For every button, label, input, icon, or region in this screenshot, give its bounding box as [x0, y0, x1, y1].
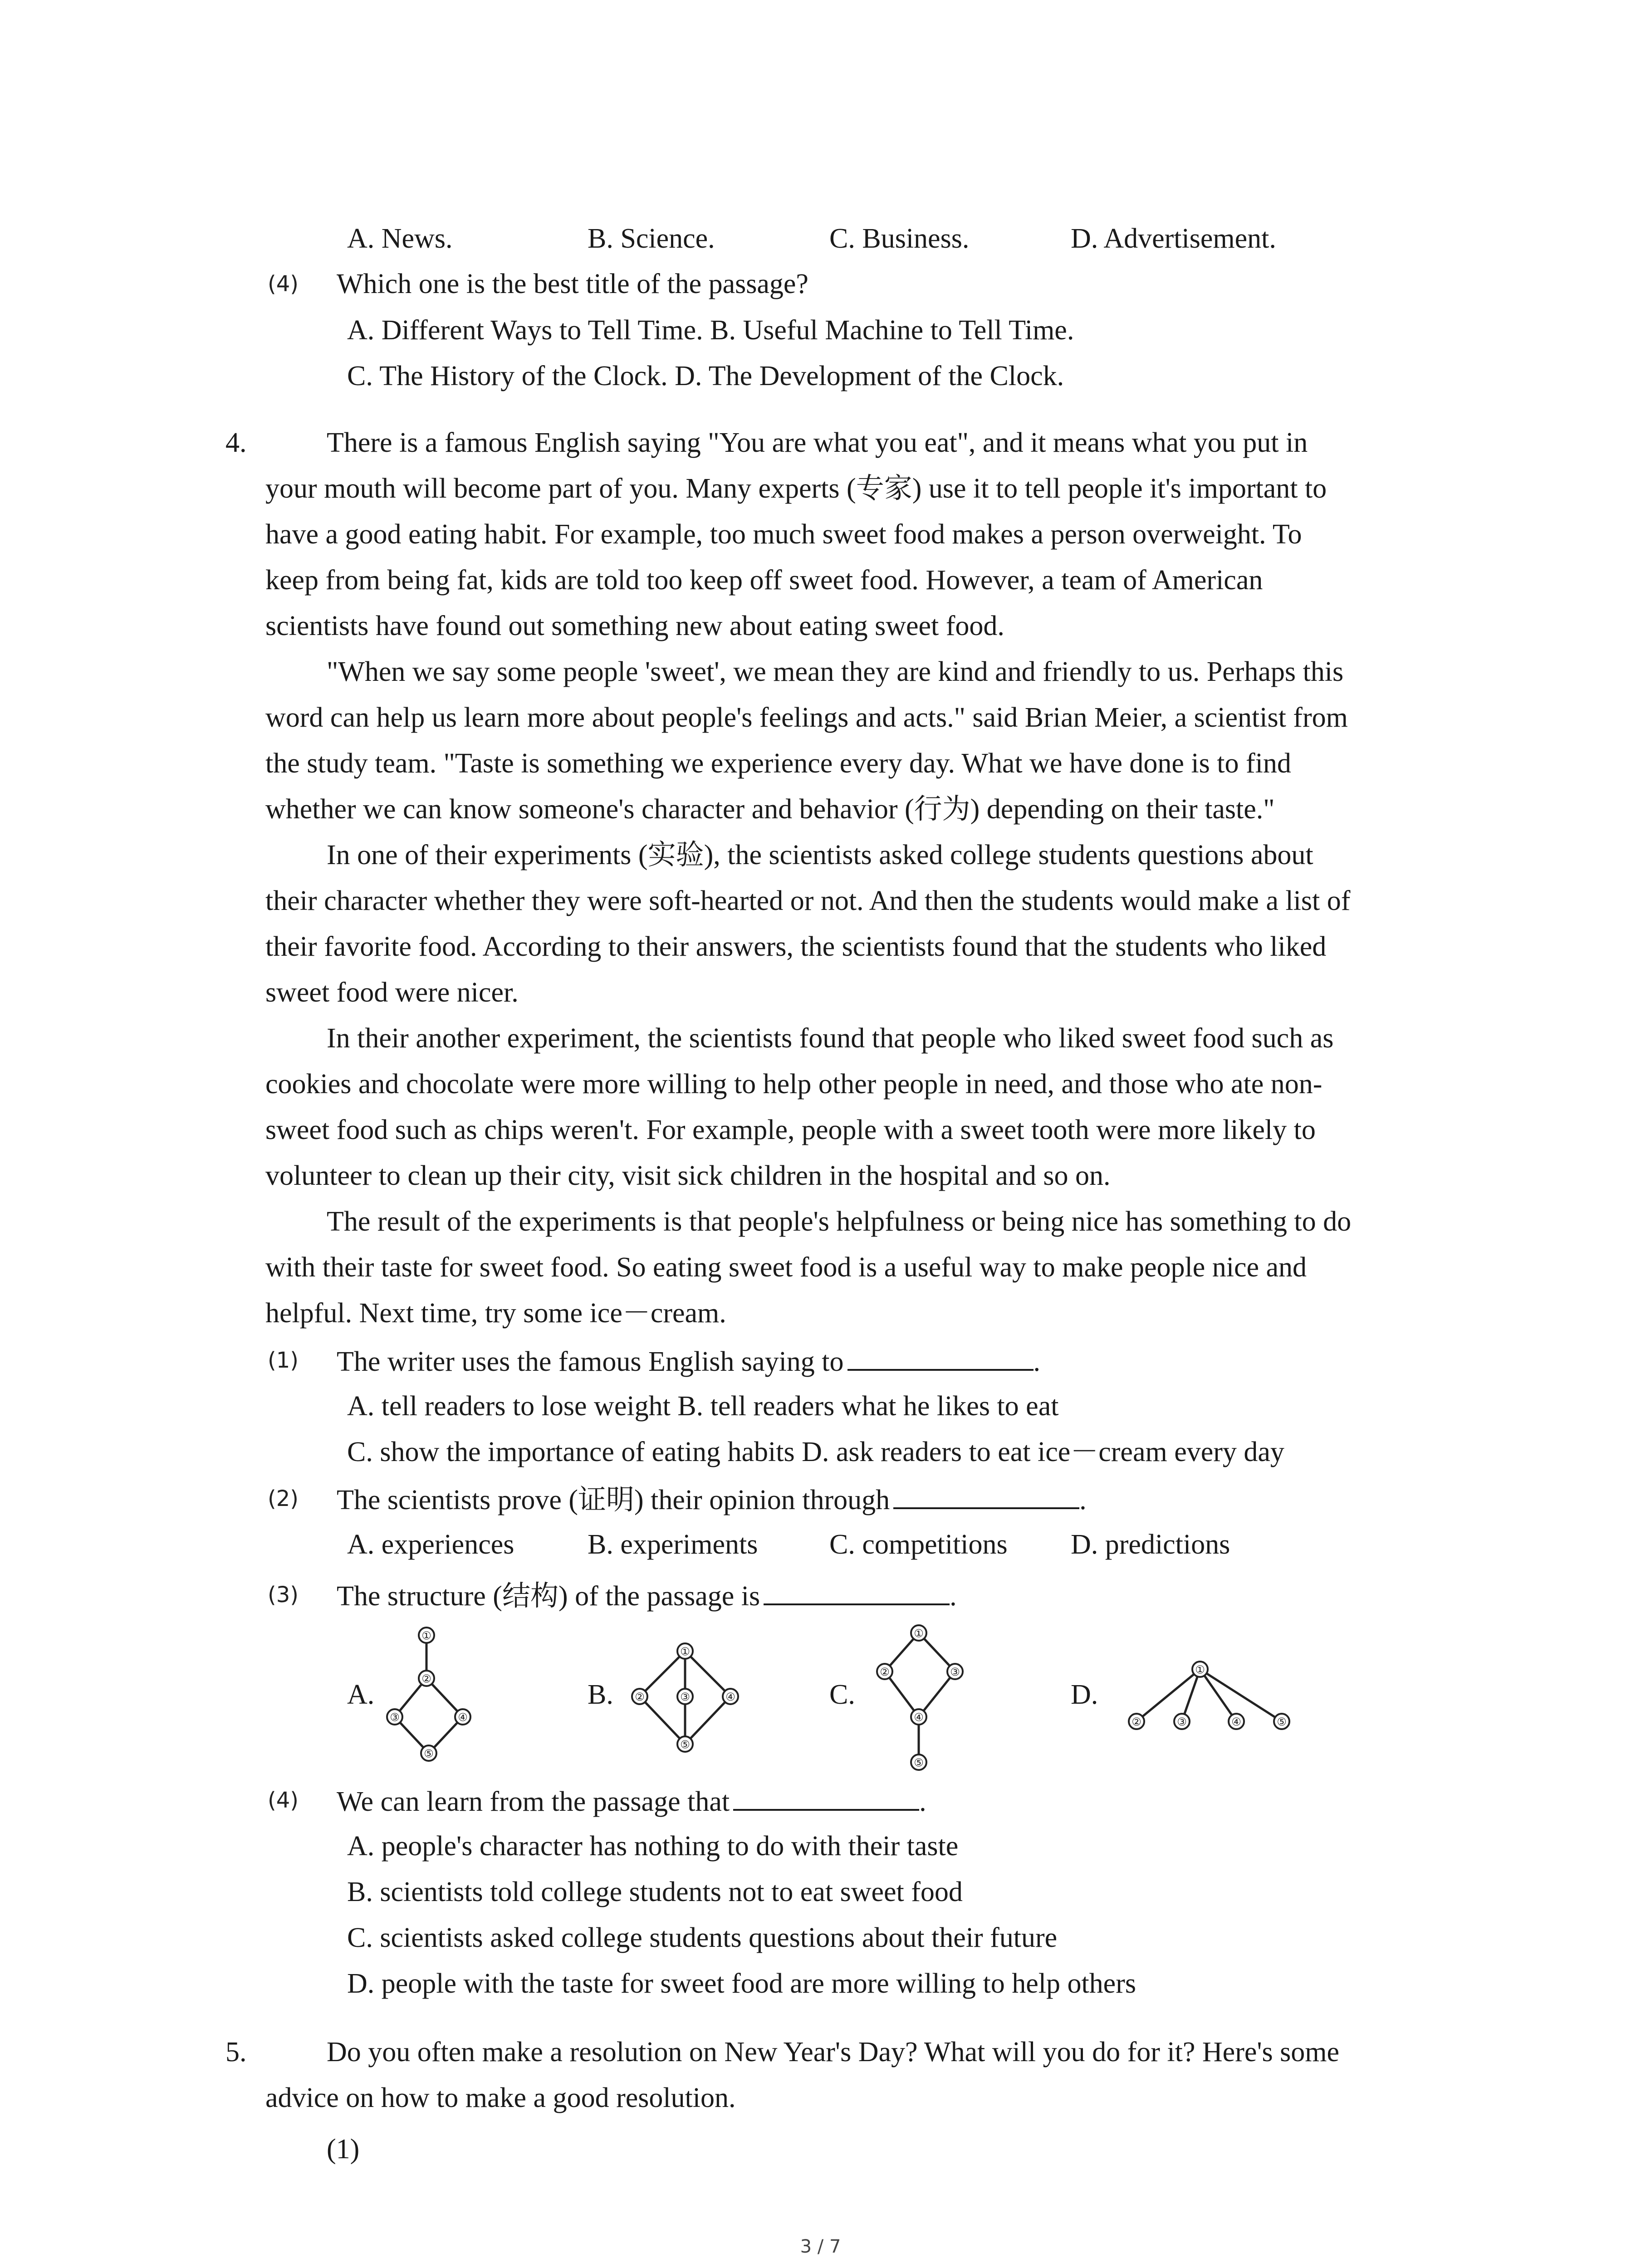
q5-passage-line-1: Do you often make a resolution on New Year's Day? What will you do for it? Here's some	[327, 2037, 1340, 2068]
q4-sub4-stem-text: We can learn from the passage that	[337, 1786, 730, 1817]
structure-diagram-d	[1116, 1651, 1307, 1742]
diagram-a-node-3	[387, 1709, 402, 1725]
svg-text:②: ②	[1132, 1716, 1141, 1728]
q4-passage-line-8: the study team. "Taste is something we experience every day. What we have done is to find	[265, 748, 1291, 779]
q4-passage-line-11: their character whether they were soft-hearted or not. And then the students would make a list of	[265, 885, 1351, 916]
q5-number: 5.	[225, 2037, 247, 2068]
q4-passage-line-7: word can help us learn more about people's feelings and acts." said Brian Meier, a scientist from	[265, 702, 1348, 733]
q3-option-b: B. Science.	[588, 223, 715, 254]
q4-sub4-option-c: C. scientists asked college students questions about their future	[347, 1922, 1058, 1953]
diagram-a-edges	[395, 1635, 463, 1753]
svg-text:①: ①	[1195, 1663, 1205, 1676]
q4-sub4-option-b: B. scientists told college students not to eat sweet food	[347, 1877, 963, 1907]
diagram-a-node-5	[421, 1745, 436, 1761]
q3-sub4-number: (4)	[268, 271, 299, 297]
q5-passage-line-2: advice on how to make a good resolution.	[265, 2082, 736, 2113]
q4-passage-line-5: scientists have found out something new about eating sweet food.	[265, 611, 1004, 641]
q4-sub1-options-line1: A. tell readers to lose weight B. tell readers what he likes to eat	[347, 1391, 1059, 1422]
diagram-d-node-4	[1229, 1714, 1244, 1729]
diagram-d-edges	[1136, 1669, 1282, 1721]
q4-passage-line-15: cookies and chocolate were more willing to help other people in need, and those who ate non-	[265, 1069, 1323, 1100]
q4-passage-line-14: In their another experiment, the scientists found that people who liked sweet food such as	[327, 1023, 1334, 1054]
svg-text:③: ③	[1177, 1716, 1187, 1728]
svg-text:③: ③	[680, 1691, 690, 1703]
q3-sub4-options-line1: A. Different Ways to Tell Time. B. Useful Machine to Tell Time.	[347, 315, 1074, 346]
svg-text:⑤: ⑤	[914, 1756, 924, 1769]
q4-sub2-number: (2)	[268, 1486, 299, 1511]
svg-text:③: ③	[390, 1711, 400, 1724]
svg-text:③: ③	[950, 1666, 960, 1678]
svg-text:④: ④	[725, 1691, 735, 1703]
q4-passage-line-18: The result of the experiments is that people's helpfulness or being nice has something to do	[327, 1206, 1352, 1237]
q4-sub1-stem-text: The writer uses the famous English saying to	[337, 1346, 844, 1377]
q4-sub2-option-d: D. predictions	[1071, 1529, 1230, 1560]
diagram-c-edges	[885, 1633, 955, 1762]
diagram-d-label: D.	[1071, 1679, 1098, 1710]
q4-passage-line-16: sweet food such as chips weren't. For example, people with a sweet tooth were more likely to	[265, 1114, 1316, 1145]
diagram-b-node-5	[677, 1736, 693, 1752]
q3-sub4-stem: Which one is the best title of the passage?	[337, 269, 808, 299]
q4-passage-line-19: with their taste for sweet food. So eating sweet food is a useful way to make people nice and	[265, 1252, 1307, 1283]
svg-text:⑤: ⑤	[424, 1747, 434, 1760]
svg-text:⑤: ⑤	[680, 1738, 690, 1751]
diagram-c-node-2	[877, 1664, 892, 1679]
q4-passage-line-10: In one of their experiments (实验), the scientists asked college students questions about	[327, 840, 1313, 870]
svg-text:④: ④	[458, 1711, 468, 1724]
q4-sub2-stem-text: The scientists prove (证明) their opinion through	[337, 1485, 890, 1515]
q4-sub3-stem	[337, 1581, 957, 1610]
q4-passage-line-20: helpful. Next time, try some ice－cream.	[265, 1298, 726, 1329]
diagram-c-node-3	[947, 1664, 963, 1679]
diagram-d-node-2	[1129, 1714, 1144, 1729]
diagram-b-label: B.	[588, 1679, 613, 1710]
q4-sub4-stem	[337, 1786, 926, 1816]
diagram-b-node-3	[677, 1689, 693, 1704]
diagram-b-node-2	[632, 1689, 647, 1704]
svg-text:④: ④	[1231, 1716, 1241, 1728]
diagram-d-node-1	[1192, 1662, 1208, 1677]
q5-sub1-number: (1)	[327, 2134, 360, 2165]
q4-passage-line-12: their favorite food. According to their answers, the scientists found that the students who liked	[265, 931, 1327, 962]
diagram-b-node-4	[723, 1689, 738, 1704]
q4-passage-line-13: sweet food were nicer.	[265, 977, 519, 1008]
q4-sub3-answer-blank[interactable]	[764, 1581, 950, 1605]
diagram-a-node-2	[419, 1671, 434, 1686]
q4-passage-line-9: whether we can know someone's character and behavior (行为) depending on their taste."	[265, 794, 1275, 825]
diagram-d-node-3	[1174, 1714, 1190, 1729]
q4-sub4-option-a: A. people's character has nothing to do with their taste	[347, 1831, 959, 1862]
diagram-c-label: C.	[829, 1679, 855, 1710]
q3-sub4-options-line2: C. The History of the Clock. D. The Development of the Clock.	[347, 361, 1064, 391]
q4-sub2-option-b: B. experiments	[588, 1529, 758, 1560]
q4-sub3-number: (3)	[268, 1582, 299, 1608]
q4-sub1-options-line2: C. show the importance of eating habits D. ask readers to eat ice－cream every day	[347, 1437, 1284, 1467]
svg-text:①: ①	[421, 1629, 431, 1642]
svg-text:①: ①	[680, 1645, 690, 1658]
q4-passage-line-2: your mouth will become part of you. Many experts (专家) use it to tell people it's important to	[265, 473, 1327, 504]
svg-text:①: ①	[914, 1627, 924, 1640]
q4-passage-line-1: There is a famous English saying "You are what you eat", and it means what you put in	[327, 427, 1308, 458]
q4-sub4-option-d: D. people with the taste for sweet food are more willing to help others	[347, 1968, 1136, 1999]
structure-diagram-b	[617, 1642, 753, 1760]
q4-passage-line-17: volunteer to clean up their city, visit sick children in the hospital and so on.	[265, 1160, 1111, 1191]
q4-sub4-stem-end: .	[919, 1786, 926, 1817]
q4-passage-line-6: "When we say some people 'sweet', we mean they are kind and friendly to us. Perhaps this	[327, 656, 1344, 687]
diagram-c-node-4	[911, 1709, 926, 1725]
q4-sub3-stem-text: The structure (结构) of the passage is	[337, 1581, 760, 1612]
diagram-c-node-1	[911, 1625, 926, 1641]
q4-sub3-stem-end: .	[950, 1581, 957, 1612]
q4-sub2-option-c: C. competitions	[829, 1529, 1008, 1560]
q3-option-a: A. News.	[347, 223, 453, 254]
q4-sub1-answer-blank[interactable]	[847, 1346, 1034, 1371]
q4-passage-line-4: keep from being fat, kids are told too keep off sweet food. However, a team of American	[265, 565, 1263, 596]
diagram-a-label: A.	[347, 1679, 375, 1710]
q4-passage-line-3: have a good eating habit. For example, too much sweet food makes a person overweight. To	[265, 519, 1302, 550]
diagram-a-node-4	[455, 1709, 470, 1725]
q3-option-d: D. Advertisement.	[1071, 223, 1276, 254]
structure-diagram-c	[862, 1624, 980, 1778]
q4-sub2-answer-blank[interactable]	[893, 1485, 1079, 1509]
q3-option-c: C. Business.	[829, 223, 970, 254]
q4-sub2-stem-end: .	[1079, 1485, 1087, 1515]
q4-sub1-stem-end: .	[1033, 1346, 1041, 1377]
diagram-b-node-1	[677, 1643, 693, 1659]
q4-sub1-stem	[337, 1346, 1040, 1376]
diagram-c-node-5	[911, 1755, 926, 1770]
q4-sub1-number: (1)	[268, 1348, 299, 1373]
svg-text:④: ④	[914, 1711, 924, 1724]
structure-diagram-a	[372, 1626, 490, 1776]
q4-sub2-option-a: A. experiences	[347, 1529, 514, 1560]
diagram-d-node-5	[1274, 1714, 1289, 1729]
diagram-a-node-1	[419, 1628, 434, 1643]
q4-sub4-answer-blank[interactable]	[733, 1786, 919, 1811]
svg-text:⑤: ⑤	[1277, 1716, 1287, 1728]
svg-text:②: ②	[421, 1672, 431, 1685]
page-number: 3 / 7	[800, 2236, 841, 2257]
q4-number: 4.	[225, 427, 247, 458]
q4-sub4-number: (4)	[268, 1788, 299, 1813]
q4-sub2-stem	[337, 1485, 1087, 1514]
svg-text:②: ②	[880, 1666, 890, 1678]
svg-text:②: ②	[635, 1691, 645, 1703]
